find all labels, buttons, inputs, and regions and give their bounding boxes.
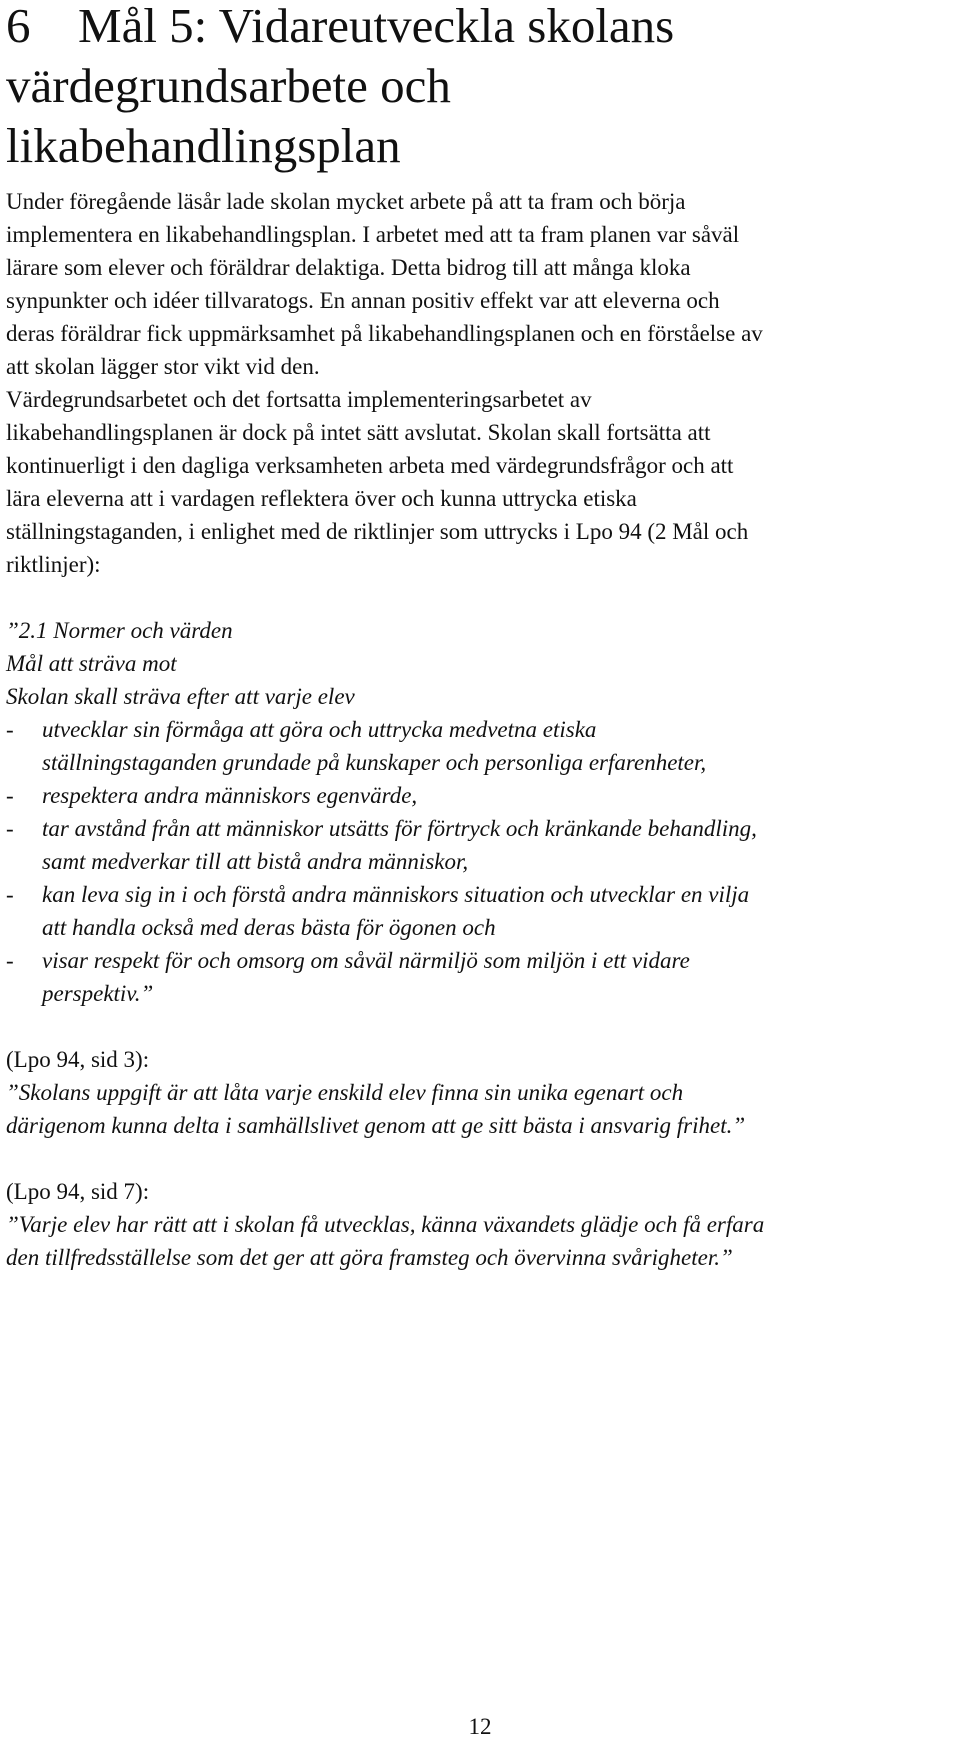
page-footer — [0, 1712, 960, 1742]
text-line: riktlinjer): — [6, 552, 101, 577]
citation-block — [6, 1043, 954, 1142]
text-line: implementera en likabehandlingsplan. I arbetet med att ta fram planen var såväl — [6, 222, 740, 247]
text-line: ”Skolans uppgift är att låta varje enskild elev finna sin unika egenart och — [6, 1080, 684, 1105]
paragraph-intro — [6, 185, 954, 383]
quote-bullet-item — [6, 878, 954, 944]
text-line: Under föregående läsår lade skolan mycket arbete på att ta fram och börja — [6, 189, 686, 214]
text-line: synpunkter och idéer tillvaratogs. En annan positiv effekt var att eleverna och — [6, 288, 720, 313]
text-line: ställningstaganden, i enlighet med de riktlinjer som uttrycks i Lpo 94 (2 Mål och — [6, 519, 749, 544]
text-line: kontinuerligt i den dagliga verksamheten arbeta med värdegrundsfrågor och att — [6, 453, 734, 478]
quote-intro: Skolan skall sträva efter att varje elev — [6, 684, 355, 709]
bullet-text — [42, 779, 954, 812]
heading-title-line: Mål 5: Vidareutveckla skolans — [78, 0, 675, 53]
bullet-text — [42, 812, 954, 878]
curriculum-quote — [6, 614, 954, 1010]
heading-title-line: likabehandlingsplan — [6, 118, 401, 173]
bullet-dash: - — [6, 783, 14, 808]
spacer — [6, 581, 954, 614]
text-line: att skolan lägger stor vikt vid den. — [6, 354, 320, 379]
text-line: respektera andra människors egenvärde, — [42, 783, 418, 808]
text-line: deras föräldrar fick uppmärksamhet på likabehandlingsplanen och en förståelse av — [6, 321, 763, 346]
spacer — [6, 1010, 954, 1043]
bullet-text — [42, 713, 954, 779]
text-line: Värdegrundsarbetet och det fortsatta implementeringsarbetet av — [6, 387, 592, 412]
heading-title-line: värdegrundsarbete och — [6, 58, 451, 113]
bullet-dash: - — [6, 717, 14, 742]
text-line: lärare som elever och föräldrar delaktiga. Detta bidrog till att många kloka — [6, 255, 691, 280]
text-line: utvecklar sin förmåga att göra och uttrycka medvetna etiska — [42, 717, 597, 742]
heading-line — [6, 0, 936, 56]
text-line: samt medverkar till att bistå andra människor, — [42, 849, 469, 874]
quote-bullet-item — [6, 779, 954, 812]
text-line: lära eleverna att i vardagen reflektera över och kunna uttrycka etiska — [6, 486, 637, 511]
quote-subheading: Mål att sträva mot — [6, 651, 177, 676]
citation-block — [6, 1175, 954, 1274]
text-line: ”Varje elev har rätt att i skolan få utvecklas, känna växandets glädje och få erfara — [6, 1212, 765, 1237]
text-line: därigenom kunna delta i samhällslivet genom att ge sitt bästa i ansvarig frihet.” — [6, 1113, 746, 1138]
quote-heading: ”2.1 Normer och värden — [6, 618, 233, 643]
text-line: tar avstånd från att människor utsätts för förtryck och kränkande behandling, — [42, 816, 757, 841]
bullet-dash: - — [6, 948, 14, 973]
page-number: 12 — [468, 1714, 492, 1739]
text-line: perspektiv.” — [42, 981, 154, 1006]
spacer — [6, 75, 954, 185]
text-line: kan leva sig in i och förstå andra människors situation och utvecklar en vilja — [42, 882, 750, 907]
document-body — [6, 75, 954, 1274]
citation-source: (Lpo 94, sid 7): — [6, 1179, 150, 1204]
citation-source: (Lpo 94, sid 3): — [6, 1047, 150, 1072]
quote-bullet-item — [6, 713, 954, 779]
bullet-text — [42, 944, 954, 1010]
paragraph-continuation — [6, 383, 954, 581]
citation-quote — [6, 1076, 954, 1142]
spacer — [6, 1142, 954, 1175]
text-line: visar respekt för och omsorg om såväl närmiljö som miljön i ett vidare — [42, 948, 690, 973]
text-line: likabehandlingsplanen är dock på intet sätt avslutat. Skolan skall fortsätta att — [6, 420, 711, 445]
text-line: att handla också med deras bästa för ögonen och — [42, 915, 496, 940]
citation-quote — [6, 1208, 954, 1274]
bullet-text — [42, 878, 954, 944]
quote-bullet-item — [6, 812, 954, 878]
heading-number: 6 — [6, 0, 31, 53]
quote-bullet-item — [6, 944, 954, 1010]
bullet-dash: - — [6, 816, 14, 841]
text-line: den tillfredsställelse som det ger att göra framsteg och övervinna svårigheter.” — [6, 1245, 733, 1270]
text-line: ställningstaganden grundade på kunskaper och personliga erfarenheter, — [42, 750, 707, 775]
bullet-dash: - — [6, 882, 14, 907]
